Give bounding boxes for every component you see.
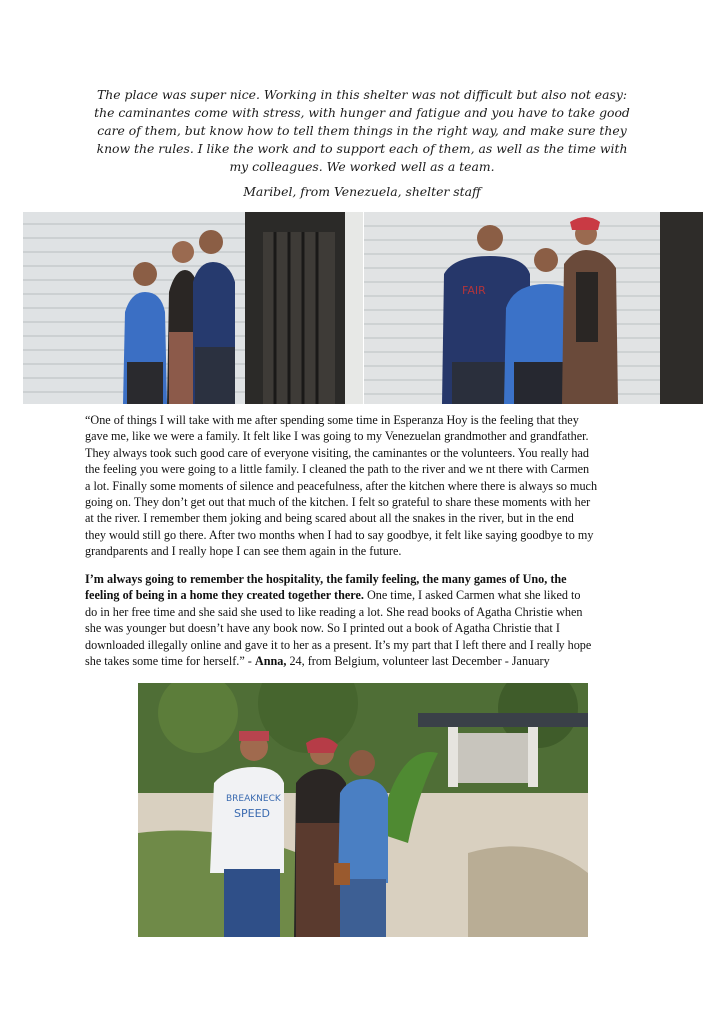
bold-highlight: I’m always going to remember the hospitality, the family feeling, the many games of Uno, the bbox=[85, 572, 567, 586]
quote-line: The place was super nice. Working in this shelter was not difficult but also not easy: bbox=[97, 87, 627, 102]
shirt-print-text: SPEED bbox=[234, 807, 270, 820]
quote-attribution: Maribel, from Venezuela, shelter staff bbox=[243, 184, 481, 199]
quote-maribel bbox=[80, 86, 644, 176]
shirt-print-text: FAIR bbox=[462, 284, 486, 297]
text-line: at the river. I remember them joking and being scared about all the snakes in the river, but in the end bbox=[85, 511, 574, 526]
quote-line: the caminantes come with stress, with hunger and fatigue and you have to take good bbox=[94, 105, 630, 120]
text-line bbox=[85, 587, 638, 603]
text-segment: she takes some time for herself.” - bbox=[85, 654, 255, 669]
text-line: gave me, like we were a family. It felt like I was going to my Venezuelan grandmother and grandfather. bbox=[85, 429, 589, 444]
text-segment: 24, from Belgium, volunteer last December - January bbox=[286, 654, 550, 669]
photo-staff-group-left bbox=[23, 212, 363, 404]
text-line: going on. They don’t get out that much of the kitchen. I felt so grateful to share these moments with her bbox=[85, 495, 591, 510]
quote-line: know the rules. I like the work and to support each of them, as well as the time with bbox=[96, 141, 628, 156]
photo-outdoor-group bbox=[138, 683, 588, 937]
quote-line: care of them, but know how to tell them things in the right way, and make sure they bbox=[97, 123, 627, 138]
testimony-paragraph-2 bbox=[85, 571, 638, 669]
text-line: grandparents and I really hope I can see them again in the future. bbox=[85, 544, 402, 559]
bold-highlight: feeling of being in a home they created together there. bbox=[85, 588, 364, 603]
text-line: downloaded illegally online and gave it to her as a present. It’s my part that I left there and I really hope bbox=[85, 637, 592, 652]
text-line bbox=[85, 571, 638, 587]
text-line: do in her free time and she said she used to like reading a lot. She read books of Agatha Christie when bbox=[85, 604, 583, 619]
text-line: the feeling you were going to a little family. I cleaned the path to the river and we nt there with Carmen bbox=[85, 462, 590, 477]
shirt-print-text: BREAKNECK bbox=[226, 794, 281, 804]
text-segment: One time, I asked Carmen what she liked to bbox=[363, 588, 581, 603]
text-line: she was younger but doesn’t have any book now. So I printed out a book of Agatha Christie that I bbox=[85, 621, 560, 636]
testimony-paragraph-1 bbox=[85, 412, 638, 560]
author-name: Anna, bbox=[254, 654, 287, 669]
text-line: they would still go there. After two months when I had to say goodbye, it felt like saying goodbye to my bbox=[85, 527, 594, 542]
text-line bbox=[85, 653, 638, 669]
quote-line: my colleagues. We worked well as a team. bbox=[229, 159, 495, 174]
text-line: They always took such good care of everyone visiting, the caminantes or the volunteers. You really had bbox=[85, 445, 589, 460]
text-line: a lot. Finally some moments of silence and peacefulness, after the kitchen where there is always so much bbox=[85, 478, 598, 493]
photo-staff-group-right bbox=[364, 212, 703, 404]
text-line: “One of things I will take with me after spending some time in Esperanza Hoy is the feeling that they bbox=[85, 413, 579, 427]
